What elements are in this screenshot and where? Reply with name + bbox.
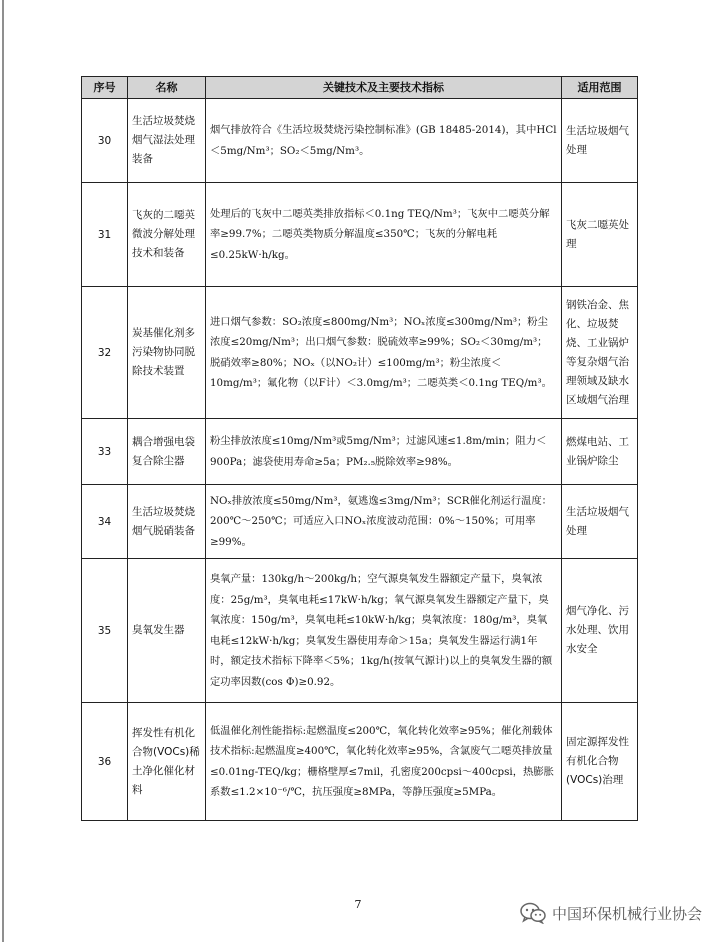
row-no: 31 — [82, 183, 128, 287]
row-tech: 臭氧产量：130kg/h～200kg/h；空气源臭氧发生器额定产量下，臭氧浓度：25g/m³，臭氧电耗≤17kW·h/kg；氧气源臭氧发生器额定产量下，臭氧浓度：150g/m³，臭氧电耗≤10kW·h/kg；臭氧浓度：180g/m³，臭氧电耗≤12kW·h/kg；臭氧发生器使用寿命＞15a；臭氧发生器运行满1年时，额定技术指标下降率＜5%；1kg/h(按氧气源计)以上的臭氧发生器的额定功率因数(cos Φ)≥0.92。 — [206, 559, 562, 703]
row-name: 炭基催化剂多污染物协同脱除技术装置 — [128, 287, 206, 419]
table-row — [82, 485, 638, 559]
row-scope: 飞灰二噁英处理 — [562, 183, 638, 287]
row-no: 36 — [82, 703, 128, 821]
wechat-icon — [520, 902, 546, 924]
row-scope: 烟气净化、污水处理、饮用水安全 — [562, 559, 638, 703]
row-no: 33 — [82, 419, 128, 485]
table-row — [82, 287, 638, 419]
row-scope: 固定源挥发性有机化合物(VOCs)治理 — [562, 703, 638, 821]
row-tech: 低温催化剂性能指标:起燃温度≤200℃，氧化转化效率≥95%；催化剂载体技术指标:起燃温度≥400℃，氧化转化效率≥95%，含氯废气二噁英排放量≤0.01ng-TEQ/kg；栅格壁厚≤7mil，孔密度200cpsi～400cpsi，热膨胀系数≤1.2×10⁻⁶/℃，抗压强度≥8MPa，等静压强度≥5MPa。 — [206, 703, 562, 821]
row-name: 臭氧发生器 — [128, 559, 206, 703]
table-row — [82, 99, 638, 183]
watermark-text: 中国环保机械行业协会 — [551, 904, 702, 923]
header-scope: 适用范围 — [562, 77, 638, 99]
header-no: 序号 — [82, 77, 128, 99]
row-no: 30 — [82, 99, 128, 183]
watermark — [520, 901, 702, 925]
row-tech: 烟气排放符合《生活垃圾焚烧污染控制标准》(GB 18485-2014)，其中HCl＜5mg/Nm³；SO₂＜5mg/Nm³。 — [206, 99, 562, 183]
row-tech: 粉尘排放浓度≤10mg/Nm³或5mg/Nm³；过滤风速≤1.8m/min；阻力＜900Pa；滤袋使用寿命≥5a；PM₂.₅脱除效率≥98%。 — [206, 419, 562, 485]
row-name: 耦合增强电袋复合除尘器 — [128, 419, 206, 485]
row-tech: 进口烟气参数：SO₂浓度≤800mg/Nm³；NOₓ浓度≤300mg/Nm³；粉尘浓度≤20mg/Nm³；出口烟气参数：脱硫效率≥99%；SO₂＜30mg/m³；脱硝效率≥80%；NOₓ（以NO₂计）≤100mg/m³；粉尘浓度＜10mg/m³；氟化物（以F计）＜3.0mg/m³；二噁英类＜0.1ng TEQ/m³。 — [206, 287, 562, 419]
table-header-row — [82, 77, 638, 99]
row-scope: 生活垃圾烟气处理 — [562, 485, 638, 559]
row-tech: 处理后的飞灰中二噁英类排放指标＜0.1ng TEQ/Nm³；飞灰中二噁英分解率≥99.7%；二噁英类物质分解温度≤350℃；飞灰的分解电耗≤0.25kW·h/kg。 — [206, 183, 562, 287]
row-name: 挥发性有机化合物(VOCs)稀土净化催化材料 — [128, 703, 206, 821]
table-row — [82, 559, 638, 703]
table-row — [82, 183, 638, 287]
row-scope: 生活垃圾烟气处理 — [562, 99, 638, 183]
header-tech: 关键技术及主要技术指标 — [206, 77, 562, 99]
row-name: 飞灰的二噁英微波分解处理技术和装备 — [128, 183, 206, 287]
spec-table — [81, 76, 638, 821]
row-no: 32 — [82, 287, 128, 419]
row-scope: 燃煤电站、工业锅炉除尘 — [562, 419, 638, 485]
row-scope: 钢铁冶金、焦化、垃圾焚烧、工业锅炉等复杂烟气治理领域及缺水区域烟气治理 — [562, 287, 638, 419]
table-row — [82, 419, 638, 485]
row-name: 生活垃圾焚烧烟气脱硝装备 — [128, 485, 206, 559]
row-no: 34 — [82, 485, 128, 559]
page-number: 7 — [354, 898, 362, 911]
row-name: 生活垃圾焚烧烟气湿法处理装备 — [128, 99, 206, 183]
row-no: 35 — [82, 559, 128, 703]
row-tech: NOₓ排放浓度≤50mg/Nm³，氨逃逸≤3mg/Nm³；SCR催化剂运行温度：200℃～250℃；可适应入口NOₓ浓度波动范围：0%～150%；可用率≥99%。 — [206, 485, 562, 559]
header-name: 名称 — [128, 77, 206, 99]
page-left-rule — [2, 0, 4, 942]
table-row — [82, 703, 638, 821]
